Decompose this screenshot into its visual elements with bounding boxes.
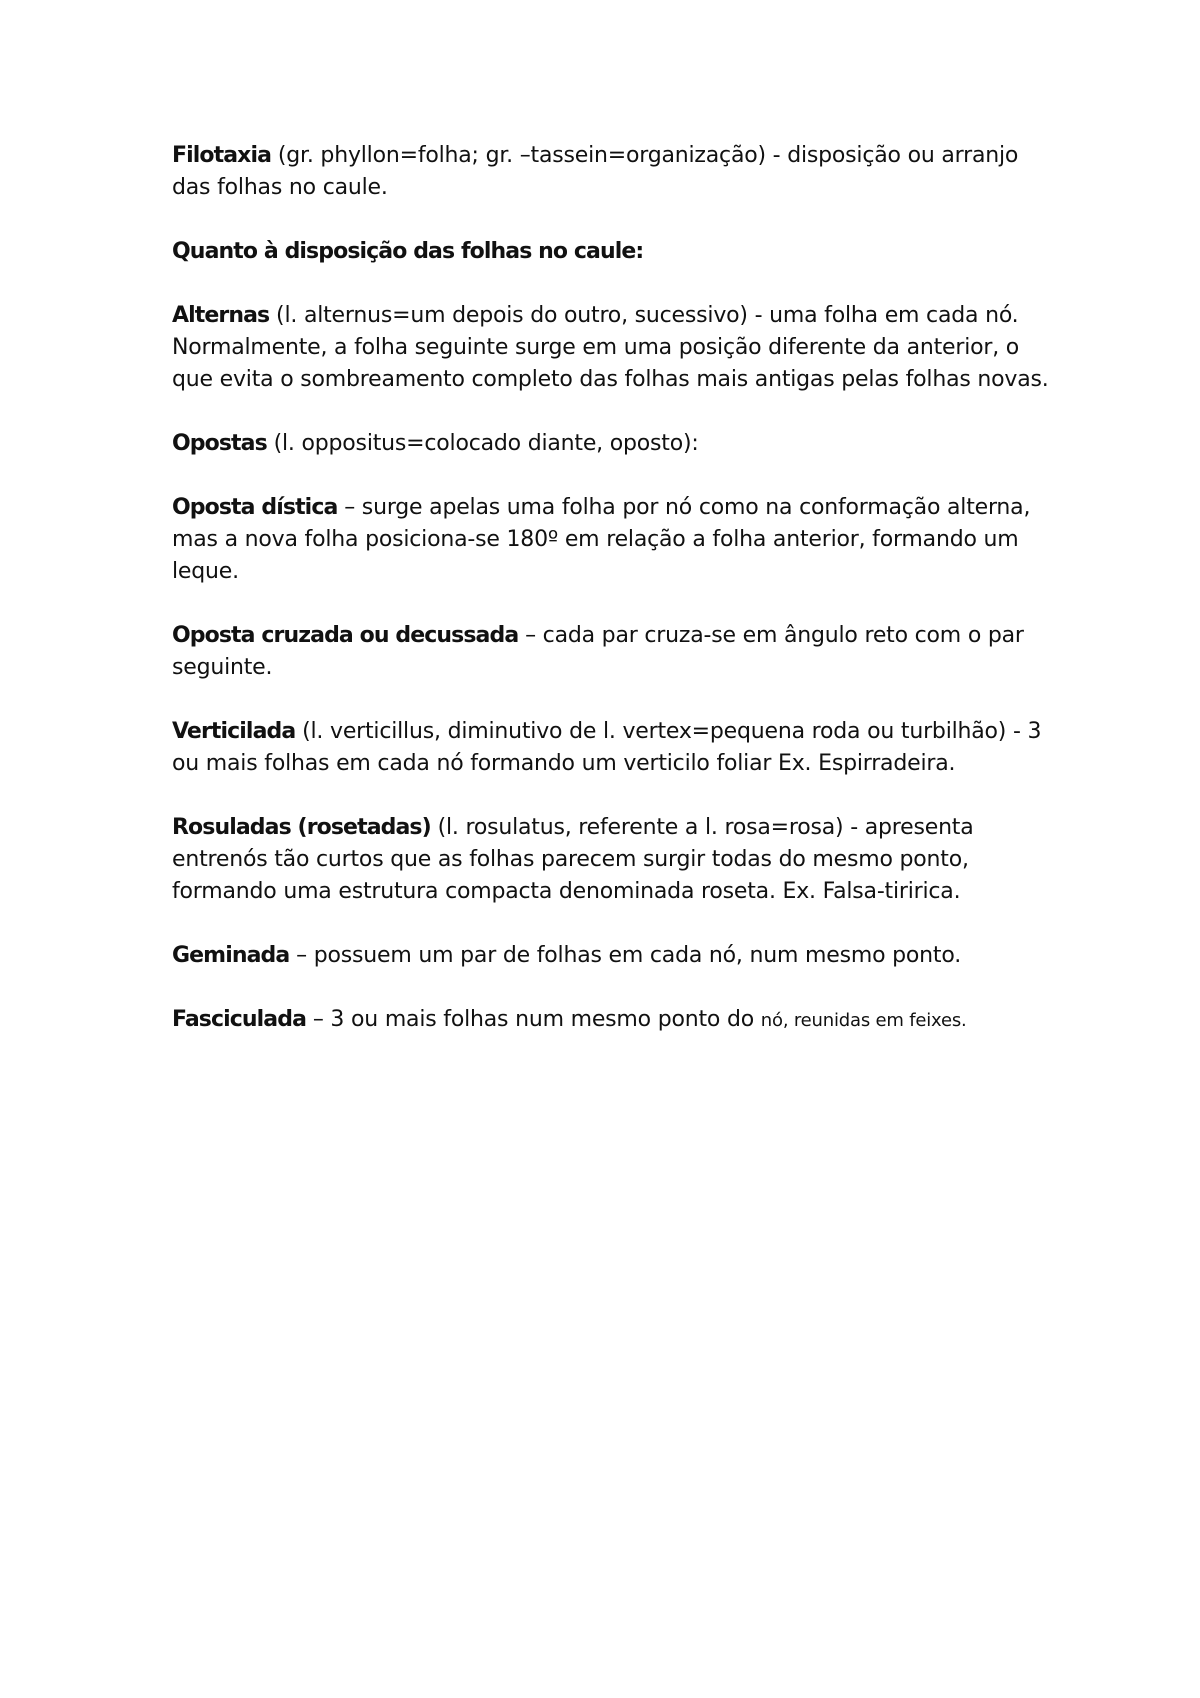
- term-geminada: Geminada: [172, 943, 290, 968]
- paragraph-text: – cada par cruza-se em ângulo reto com o par: [518, 623, 1024, 648]
- paragraph-opostas: [172, 428, 1052, 460]
- paragraph-text: (gr. phyllon=folha; gr. –tassein=organização) - disposição ou arranjo: [271, 143, 1019, 168]
- paragraph-text: das folhas no caule.: [172, 175, 388, 200]
- paragraph-text: (l. verticillus, diminutivo de l. vertex=pequena roda ou turbilhão) - 3: [295, 719, 1042, 744]
- term-oposta-disticha: Oposta dística: [172, 495, 338, 520]
- term-alternas: Alternas: [172, 303, 270, 328]
- paragraph-filotaxia: [172, 140, 1052, 204]
- paragraph-verticilada: [172, 716, 1052, 780]
- paragraph-oposta-disticha: [172, 492, 1052, 588]
- paragraph-text: (l. oppositus=colocado diante, oposto):: [266, 431, 699, 456]
- term-fasciculada: Fasciculada: [172, 1007, 307, 1032]
- paragraph-geminada: [172, 940, 1052, 972]
- heading-disposicao: Quanto à disposição das folhas no caule:: [172, 239, 644, 264]
- paragraph-fasciculada: [172, 1004, 1052, 1037]
- paragraph-text: – 3 ou mais folhas num mesmo ponto do: [306, 1007, 761, 1032]
- paragraph-text: – possuem um par de folhas em cada nó, num mesmo ponto.: [289, 943, 961, 968]
- term-oposta-cruzada: Oposta cruzada ou decussada: [172, 623, 519, 648]
- paragraph-text: leque.: [172, 559, 239, 584]
- paragraph-text: formando uma estrutura compacta denominada roseta. Ex. Falsa-tiririca.: [172, 879, 961, 904]
- paragraph-text: mas a nova folha posiciona-se 180º em relação a folha anterior, formando um: [172, 527, 1019, 552]
- paragraph-text: – surge apelas uma folha por nó como na conformação alterna,: [337, 495, 1031, 520]
- paragraph-alternas: [172, 300, 1052, 396]
- term-filotaxia: Filotaxia: [172, 143, 272, 168]
- paragraph-small-text: nó, reunidas em feixes.: [760, 1010, 967, 1031]
- paragraph-text: (l. alternus=um depois do outro, sucessivo) - uma folha em cada nó.: [269, 303, 1019, 328]
- paragraph-text: (l. rosulatus, referente a l. rosa=rosa) - apresenta: [430, 815, 974, 840]
- paragraph-rosuladas: [172, 812, 1052, 908]
- paragraph-text: ou mais folhas em cada nó formando um verticilo foliar Ex. Espirradeira.: [172, 751, 956, 776]
- paragraph-text: seguinte.: [172, 655, 273, 680]
- document-page: [172, 140, 1052, 1069]
- term-opostas: Opostas: [172, 431, 267, 456]
- paragraph-oposta-cruzada: [172, 620, 1052, 684]
- paragraph-text: entrenós tão curtos que as folhas parecem surgir todas do mesmo ponto,: [172, 847, 969, 872]
- paragraph-text: Normalmente, a folha seguinte surge em uma posição diferente da anterior, o: [172, 335, 1020, 360]
- section-heading: [172, 236, 1052, 268]
- term-rosuladas: Rosuladas (rosetadas): [172, 815, 431, 840]
- paragraph-text: que evita o sombreamento completo das folhas mais antigas pelas folhas novas.: [172, 367, 1049, 392]
- term-verticilada: Verticilada: [172, 719, 296, 744]
